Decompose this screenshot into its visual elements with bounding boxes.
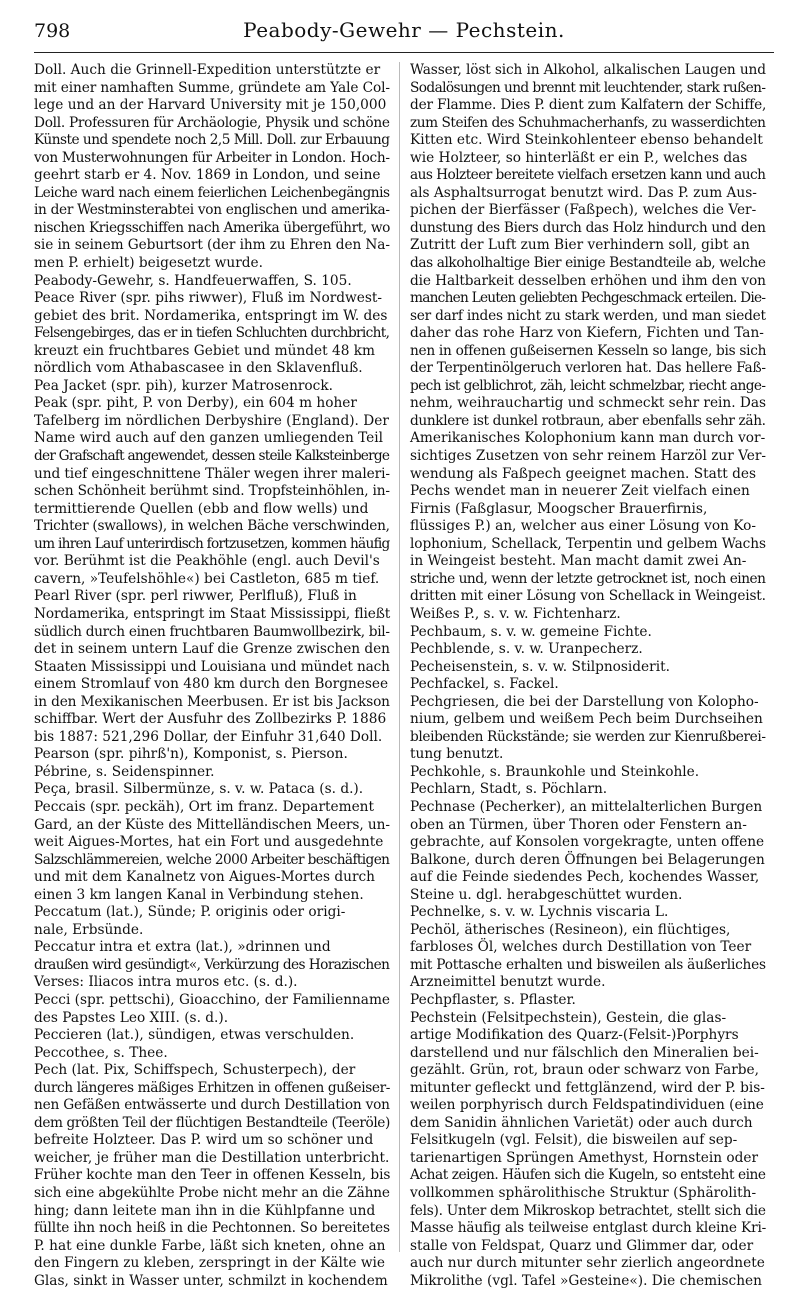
text-line: auch nur durch mitunter sehr zierlich angeordnete [410, 1255, 765, 1272]
text-line: Pechstein (Felsitpechstein), Gestein, die glas- [410, 1009, 727, 1026]
text-line: Peccatum (lat.), Sünde; P. originis oder origi- [34, 904, 346, 921]
text-line: geehrt starb er 4. Nov. 1869 in London, und seine [34, 167, 381, 184]
column-divider [399, 62, 400, 1252]
text-line: Pechs wendet man in neuerer Zeit vielfach einen [410, 483, 750, 500]
text-line: einen 3 km langen Kanal in Verbindung stehen. [34, 886, 364, 903]
text-line: bis 1887: 521,296 Dollar, der Einfuhr 31,640 Doll. [34, 728, 383, 745]
text-line: farbloses Öl, welches durch Destillation von Teer [410, 939, 752, 956]
text-line: in Weingeist besteht. Man macht damit zwei An- [410, 553, 747, 570]
text-line: der Terpentinölgeruch verloren hat. Das hellere Faß- [410, 360, 766, 377]
text-line: Peabody-Gewehr, s. Handfeuerwaffen, S. 105. [34, 272, 352, 289]
text-line: vor. Berühmt ist die Peakhöhle (engl. auch Devil's [34, 553, 380, 570]
text-line: lophonium, Schellack, Terpentin und gelbem Wachs [410, 535, 766, 552]
text-line: Gard, an der Küste des Mittelländischen Meers, un- [34, 816, 390, 833]
text-line: striche und, wenn der letzte getrocknet ist, noch einen [410, 570, 766, 587]
text-line: manchen Leuten geliebten Pechgeschmack erteilen. Die- [410, 290, 766, 307]
text-line: Zutritt der Luft zum Bier verhindern soll, gibt an [410, 237, 750, 254]
text-line: Felsitkugeln (vgl. Felsit), die bisweilen auf sep- [410, 1132, 738, 1149]
text-line: durch längeres mäßiges Erhitzen in offenen gußeiser- [34, 1079, 391, 1096]
text-line: termittierende Quellen (ebb and flow wells) und [34, 500, 369, 517]
text-line: hing; dann leitete man ihn in die Kühlpfanne und [34, 1202, 376, 1219]
text-line: Wasser, löst sich in Alkohol, alkalischen Laugen und [410, 62, 766, 78]
text-line: kreuzt ein fruchtbares Gebiet und mündet 48 km [34, 342, 376, 359]
text-line: Peccothee, s. Thee. [34, 1044, 168, 1061]
text-line: dem Sanidin ähnlichen Varietät) oder auch durch [410, 1114, 753, 1131]
text-line: einem Stromlauf von 480 km durch den Borgnesee [34, 676, 389, 693]
text-line: als Asphaltsurrogat benutzt wird. Das P. zum Aus- [410, 184, 757, 201]
text-line: stalle von Feldspat, Quarz und Glimmer dar, oder [410, 1237, 754, 1254]
text-line: Pechlarn, Stadt, s. Pöchlarn. [410, 781, 608, 798]
text-line: tung benutzt. [410, 746, 504, 763]
text-line: die Haltbarkeit desselben erhöhen und ihm den von [410, 272, 766, 289]
text-line: Pecheisenstein, s. v. w. Stilpnosiderit. [410, 658, 670, 675]
text-line: nen in offenen gußeisernen Kesseln so lange, bis sich [410, 342, 767, 359]
text-line: Staaten Mississippi und Louisiana und mündet nach [34, 658, 390, 675]
text-line: Peça, brasil. Silbermünze, s. v. w. Pataca (s. d.). [34, 781, 364, 798]
text-line: lege und an der Harvard University mit je 150,000 [34, 97, 387, 114]
text-line: Pechöl, ätherisches (Resineon), ein flüchtiges, [410, 921, 731, 938]
text-line: pichen der Bierfässer (Faßpech), welches die Ver- [410, 202, 757, 219]
text-line: daher das rohe Harz von Kiefern, Fichten und Tan- [410, 325, 764, 342]
text-line: aus Holzteer bereitete vielfach ersetzen kann und auch [410, 167, 766, 184]
text-line: men P. erhielt) beigesetzt wurde. [34, 255, 263, 272]
text-line: dritten mit einer Lösung von Schellack in Weingeist. [410, 588, 766, 605]
text-line: flüssiges P.) an, welcher aus einer Lösung von Ko- [410, 518, 757, 535]
text-line: P. hat eine dunkle Farbe, läßt sich kneten, ohne an [34, 1237, 386, 1254]
text-line: Mikrolithe (vgl. Tafel »Gesteine«). Die chemischen [410, 1272, 762, 1289]
text-line: in der Westminsterabtei von englischen und amerika- [34, 202, 390, 219]
left-column [34, 62, 390, 1290]
text-line: Peace River (spr. pihs riwwer), Fluß im Nordwest- [34, 290, 382, 307]
running-title: Peabody-Gewehr — Pechstein. [243, 18, 565, 42]
text-line: darstellend und nur fälschlich den Mineralien bei- [410, 1044, 759, 1061]
text-line: Pea Jacket (spr. pih), kurzer Matrosenrock. [34, 377, 333, 394]
text-line: füllte ihn noch heiß in die Pechtonnen. So bereitetes [34, 1220, 390, 1237]
text-line: befreite Holzteer. Das P. wird um so schöner und [34, 1132, 374, 1149]
text-line: Glas, sinkt in Wasser unter, schmilzt in kochendem [34, 1272, 388, 1289]
text-line: zum Steifen des Schuhmacherhanfs, zu wasserdichten [410, 114, 766, 131]
text-line: cavern, »Teufelshöhle«) bei Castleton, 685 m tief. [34, 570, 380, 587]
text-line: Salzschlämmereien, welche 2000 Arbeiter beschäftigen [34, 851, 390, 868]
text-line: Leiche ward nach einem feierlichen Leichenbegängnis [34, 184, 390, 201]
text-line: Pech (lat. Pix, Schiffspech, Schusterpech), der [34, 1062, 356, 1079]
text-line: nehm, weihrauchartig und schmeckt sehr rein. Das [410, 395, 766, 412]
text-line: Weißes P., s. v. w. Fichtenharz. [410, 605, 621, 622]
text-line: Name wird auch auf den ganzen umliegenden Teil [34, 430, 384, 447]
text-line: Peccais (spr. peckäh), Ort im franz. Departement [34, 798, 375, 815]
text-line: weilen porphyrisch durch Feldspatindividuen (eine [410, 1097, 764, 1114]
text-line: draußen wird gesündigt«, Verkürzung des Horazischen [34, 956, 390, 973]
text-line: fels). Unter dem Mikroskop betrachtet, stellt sich die [410, 1202, 766, 1219]
text-line: nium, gelbem und weißem Pech beim Durchseihen [410, 711, 763, 728]
text-line: Pearson (spr. pihrß'n), Komponist, s. Pierson. [34, 746, 348, 763]
text-line: wie Holzteer, so hinterläßt er ein P., welches das [410, 149, 748, 166]
text-line: Peak (spr. piht, P. von Derby), ein 604 m hoher [34, 395, 357, 412]
text-line: und mit dem Kanalnetz von Aigues-Mortes durch [34, 869, 375, 886]
text-line: der Flamme. Dies P. dient zum Kalfatern der Schiffe, [410, 97, 767, 114]
text-line: Pébrine, s. Seidenspinner. [34, 763, 215, 780]
text-line: schiffbar. Wert der Ausfuhr des Zollbezirks P. 1886 [34, 711, 387, 728]
text-line: Pecci (spr. pettschi), Gioacchino, der Familienname [34, 991, 390, 1008]
text-line: Balkone, durch deren Öffnungen bei Belagerungen [410, 851, 765, 868]
text-line: tarienartigen Sprüngen Amethyst, Hornstein oder [410, 1149, 759, 1166]
text-line: auf die Feinde siedendes Pech, kochendes Wasser, [410, 869, 760, 886]
text-line: gebiet des brit. Nordamerika, entspringt im W. des [34, 307, 388, 324]
text-line: Pechnelke, s. v. w. Lychnis viscaria L. [410, 904, 669, 921]
text-line: Pechblende, s. v. w. Uranpecherz. [410, 641, 643, 658]
text-line: Sodalösungen und brennt mit leuchtender, stark rußen- [410, 79, 766, 96]
text-line: Doll. Auch die Grinnell-Expedition unterstützte er [34, 62, 381, 78]
text-line: dem größten Teil der flüchtigen Bestandteile (Teeröle) [34, 1114, 390, 1131]
text-line: sie in seinem Geburtsort (der ihm zu Ehren den Na- [34, 237, 390, 254]
text-line: Masse häufig als teilweise entglast durch kleine Kri- [410, 1220, 767, 1237]
text-line: wendung als Faßpech geeignet machen. Statt des [410, 465, 756, 482]
text-line: sichtiges Zusetzen von sehr reinem Harzöl zur Ver- [410, 448, 766, 465]
text-line: Nordamerika, entspringt im Staat Mississippi, fließt [34, 605, 391, 622]
right-column [410, 62, 766, 1290]
text-line: Achat zeigen. Häufen sich die Kugeln, so entsteht eine [410, 1167, 766, 1184]
text-line: Verses: Iliacos intra muros etc. (s. d.). [34, 974, 298, 991]
text-line: pech ist gelblichrot, zäh, leicht schmelzbar, riecht ange- [410, 377, 766, 394]
text-line: bleibenden Rückstände; sie werden zur Kienrußberei- [410, 728, 766, 745]
text-line: weit Aigues-Mortes, hat ein Fort und ausgedehnte [34, 834, 384, 851]
text-line: den Fingern zu kleben, zerspringt in der Kälte wie [34, 1255, 386, 1272]
text-line: Künste und spendete noch 2,5 Mill. Doll. zur Erbauung [34, 132, 390, 149]
text-line: Pechpflaster, s. Pflaster. [410, 991, 576, 1008]
text-line: mit einer namhaften Summe, gründete am Yale Col- [34, 79, 390, 96]
text-line: sich eine abgekühlte Probe nicht mehr an die Zähne [34, 1185, 390, 1201]
text-line: Kitten etc. Wird Steinkohlenteer ebenso behandelt [410, 132, 763, 149]
text-line: Peccieren (lat.), sündigen, etwas verschulden. [34, 1027, 355, 1044]
text-line: Früher kochte man den Teer in offenen Kesseln, bis [34, 1167, 391, 1184]
text-line: und tief eingeschnittene Thäler wegen ihrer maleri- [34, 465, 390, 482]
text-line: Steine u. dgl. herabgeschüttet wurden. [410, 886, 683, 903]
text-line: um ihren Lauf unterirdisch fortzusetzen, kommen häufig [34, 535, 390, 552]
text-line: Pechnase (Pecherker), an mittelalterlichen Burgen [410, 798, 763, 815]
text-line: dunstung des Biers durch das Holz hindurch und den [410, 219, 766, 236]
text-line: Trichter (swallows), in welchen Bäche verschwinden, [34, 518, 390, 535]
text-line: des Papstes Leo XIII. (s. d.). [34, 1009, 229, 1026]
text-line: in den Mexikanischen Meerbusen. Er ist bis Jackson [34, 693, 390, 710]
page-header [34, 12, 774, 53]
text-line: nale, Erbsünde. [34, 921, 144, 938]
text-line: gebrachte, auf Konsolen vorgekragte, unten offene [410, 834, 765, 851]
text-line: mitunter gefleckt und fettglänzend, wird der P. bis- [410, 1079, 765, 1096]
text-line: dunklere ist dunkel rotbraun, aber ebenfalls sehr zäh. [410, 412, 766, 429]
text-line: der Grafschaft angewendet, dessen steile Kalksteinberge [34, 448, 390, 465]
page-number: 798 [34, 20, 71, 42]
text-line: weicher, je früher man die Destillation unterbricht. [34, 1149, 390, 1166]
text-line: nördlich vom Athabascasee in den Sklavenfluß. [34, 360, 363, 377]
text-line: vollkommen sphärolithische Struktur (Sphärolith- [410, 1185, 757, 1201]
text-line: Arzneimittel benutzt wurde. [410, 974, 606, 991]
text-line: Amerikanisches Kolophonium kann man durch vor- [410, 430, 766, 447]
text-line: artige Modifikation des Quarz-(Felsit-)Porphyrs [410, 1027, 739, 1044]
text-line: von Musterwohnungen für Arbeiter in London. Hoch- [34, 149, 390, 166]
text-line: Firnis (Faßglasur, Moogscher Brauerfirnis, [410, 500, 708, 517]
text-line: das alkoholhaltige Bier einige Bestandteile ab, welche [410, 255, 766, 272]
text-line: nischen Kriegsschiffen nach Amerika übergeführt, wo [34, 219, 391, 236]
text-line: schen Schönheit berühmt sind. Tropfsteinhöhlen, in- [34, 483, 390, 500]
text-line: Pechgriesen, die bei der Darstellung von Kolopho- [410, 693, 759, 710]
text-line: Pearl River (spr. perl riwwer, Perlfluß), Fluß in [34, 588, 357, 605]
text-line: ser darf indes nicht zu stark werden, und man siedet [410, 307, 766, 324]
text-line: Pechbaum, s. v. w. gemeine Fichte. [410, 623, 652, 640]
text-line: oben an Türmen, über Thoren oder Fenstern an- [410, 816, 747, 833]
text-line: Felsengebirges, das er in tiefen Schluchten durchbricht, [34, 325, 390, 342]
text-line: Pechkohle, s. Braunkohle und Steinkohle. [410, 763, 700, 780]
text-line: südlich durch einen fruchtbaren Baumwollbezirk, bil- [34, 623, 390, 640]
text-line: Pechfackel, s. Fackel. [410, 676, 559, 693]
text-line: det in seinem untern Lauf die Grenze zwischen den [34, 641, 390, 658]
text-line: Doll. Professuren für Archäologie, Physik und schöne [34, 114, 390, 131]
text-line: mit Pottasche erhalten und bisweilen als äußerliches [410, 956, 766, 973]
text-line: nen Gefäßen entwässerte und durch Destillation von [34, 1097, 390, 1114]
text-line: gezählt. Grün, rot, braun oder schwarz von Farbe, [410, 1062, 759, 1079]
text-line: Tafelberg im nördlichen Derbyshire (England). Der [34, 412, 389, 429]
text-line: Peccatur intra et extra (lat.), »drinnen und [34, 939, 331, 956]
